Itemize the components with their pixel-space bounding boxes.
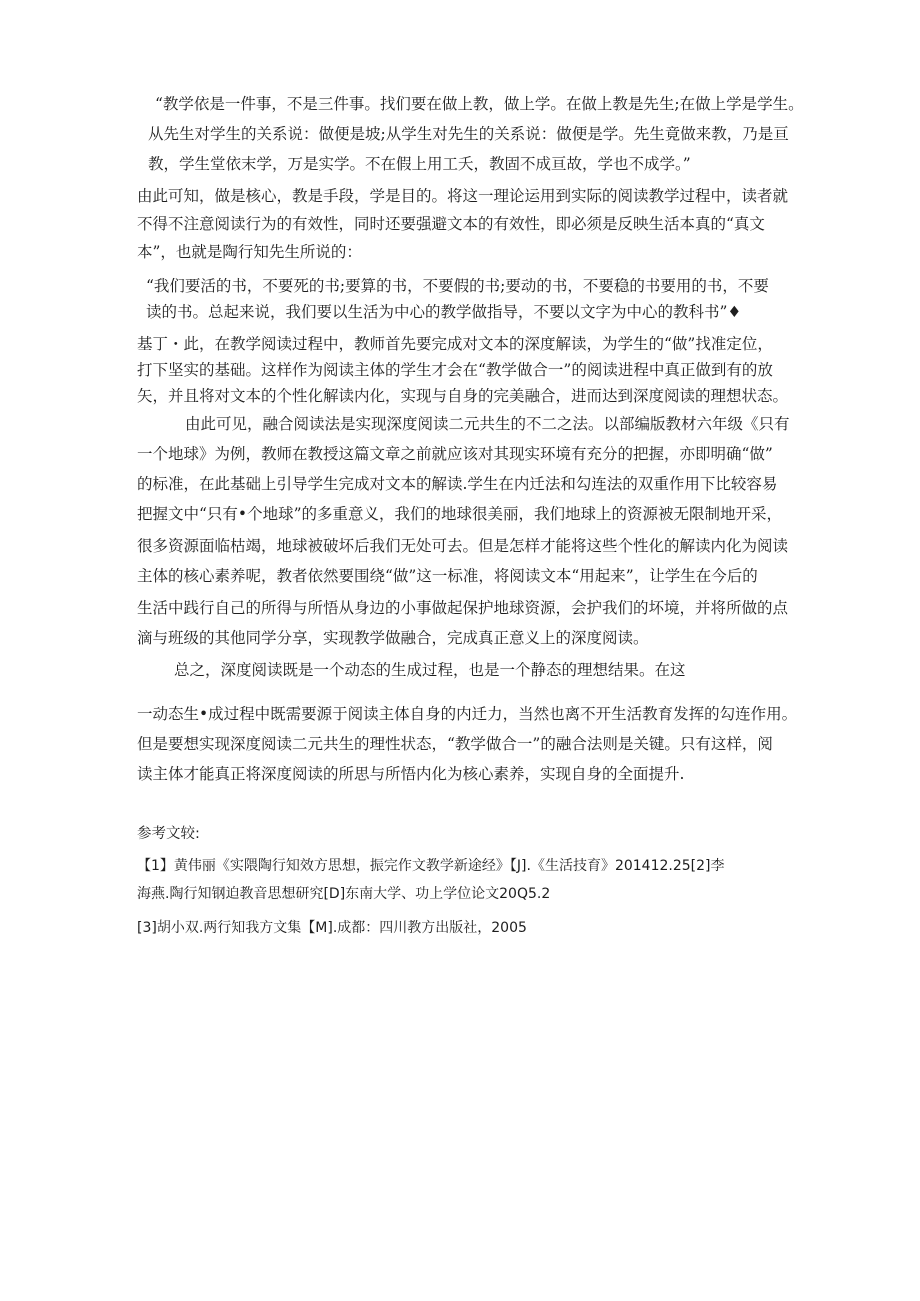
text-line: 生活中践行自己的所得与所悟从身边的小事做起保护地球资源，会护我们的坏境，并将所做的点 bbox=[137, 599, 789, 617]
reference-item: 【1】黄伟丽《实隈陶行知效方思想，振完作文教学新途经》【J].《生活技育》201412.25[2]李 bbox=[137, 858, 725, 874]
text-line: 一个地球》为例，教师在教授这篇文章之前就应该对其现实环境有充分的把握，亦即明确“做” bbox=[137, 445, 773, 463]
text-line: “我们要活的书，不要死的书;要算的书，不要假的书;要动的书，不要稳的书要用的书，不要 bbox=[146, 277, 769, 295]
reference-item: [3]胡小双.两行知我方文集【M].成都：四川教方出版社，2005 bbox=[137, 920, 527, 936]
text-line: 由此可知，做是核心，教是手段，学是目的。将这一理论运用到实际的阅读教学过程中，读者就 bbox=[137, 187, 789, 205]
text-line: 一动态生•成过程中既需要源于阅读主体自身的内迁力，当然也离不开生活教育发挥的勾连作用。 bbox=[137, 705, 798, 723]
text-line: 本”，也就是陶行知先生所说的： bbox=[137, 243, 362, 261]
text-line: 的标准，在此基础上引导学生完成对文本的解读.学生在内迁法和勾连法的双重作用下比较容易 bbox=[137, 475, 778, 493]
text-line: 读主体才能真正将深度阅读的所思与所悟内化为核心素养，实现自身的全面提升. bbox=[137, 765, 685, 783]
text-line: “教学依是一件事，不是三件事。找们要在做上教，做上学。在做上教是先生;在做上学是学生。 bbox=[155, 95, 804, 113]
text-line: 从先生对学生的关系说：做便是坡;从学生对先生的关系说：做便是学。先生竟做来教，乃是亘 bbox=[148, 125, 789, 143]
text-line: 滴与班级的其他同学分享，实现教学做融合，完成真正意义上的深度阅读。 bbox=[137, 629, 649, 647]
text-line: 基丁・此，在教学阅读过程中，教师首先要完成对文本的深度解读，为学生的“做”找准定位， bbox=[137, 335, 773, 353]
reference-item: 海燕.陶行知钢迫教音思想研究[D]东南大学、功上学位论文20Q5.2 bbox=[137, 886, 551, 902]
text-line: 但是要想实现深度阅读二元共生的理性状态，“教学做合一”的融合法则是关键。只有这样，阅 bbox=[137, 735, 773, 753]
text-line: 主体的核心素养呢，教者依然要围绕“做”这一标准，将阅读文本“用起来”，让学生在今后的 bbox=[137, 567, 758, 585]
text-line: 很多资源面临枯竭，地球被破坏后我们无处可去。但是怎样才能将这些个性化的解读内化为阅读 bbox=[137, 537, 789, 555]
text-line: 读的书。总起来说，我们要以生活为中心的教学做指导，不要以文字为中心的教科书”♦ bbox=[146, 303, 742, 321]
text-line: 不得不注意阅读行为的有效性，同时还要强避文本的有效性，即必须是反映生活本真的“真文 bbox=[137, 215, 765, 233]
text-line: 把握文中“只有•个地球”的多重意义，我们的地球很美丽，我们地球上的资源被无限制地开采， bbox=[137, 505, 782, 523]
text-line: 总之，深度阅读既是一个动态的生成过程，也是一个静态的理想结果。在这 bbox=[174, 661, 686, 679]
references-title: 参考文较: bbox=[137, 826, 200, 842]
text-line: 矢，并且将对文本的个性化解读内化，实现与自身的完美融合，进而达到深度阅读的理想状态。 bbox=[137, 387, 789, 405]
text-line: 打下坚实的基础。这样作为阅读主体的学生才会在“教学做合一”的阅读进程中真正做到有的放 bbox=[137, 361, 773, 379]
text-line: 教，学生堂依末学，万是实学。不在假上用工夭，教固不成亘故，学也不成学。” bbox=[148, 155, 691, 173]
text-line: 由此可见，融合阅读法是实现深度阅读二元共生的不二之法。以部编版教材六年级《只有 bbox=[185, 415, 790, 433]
